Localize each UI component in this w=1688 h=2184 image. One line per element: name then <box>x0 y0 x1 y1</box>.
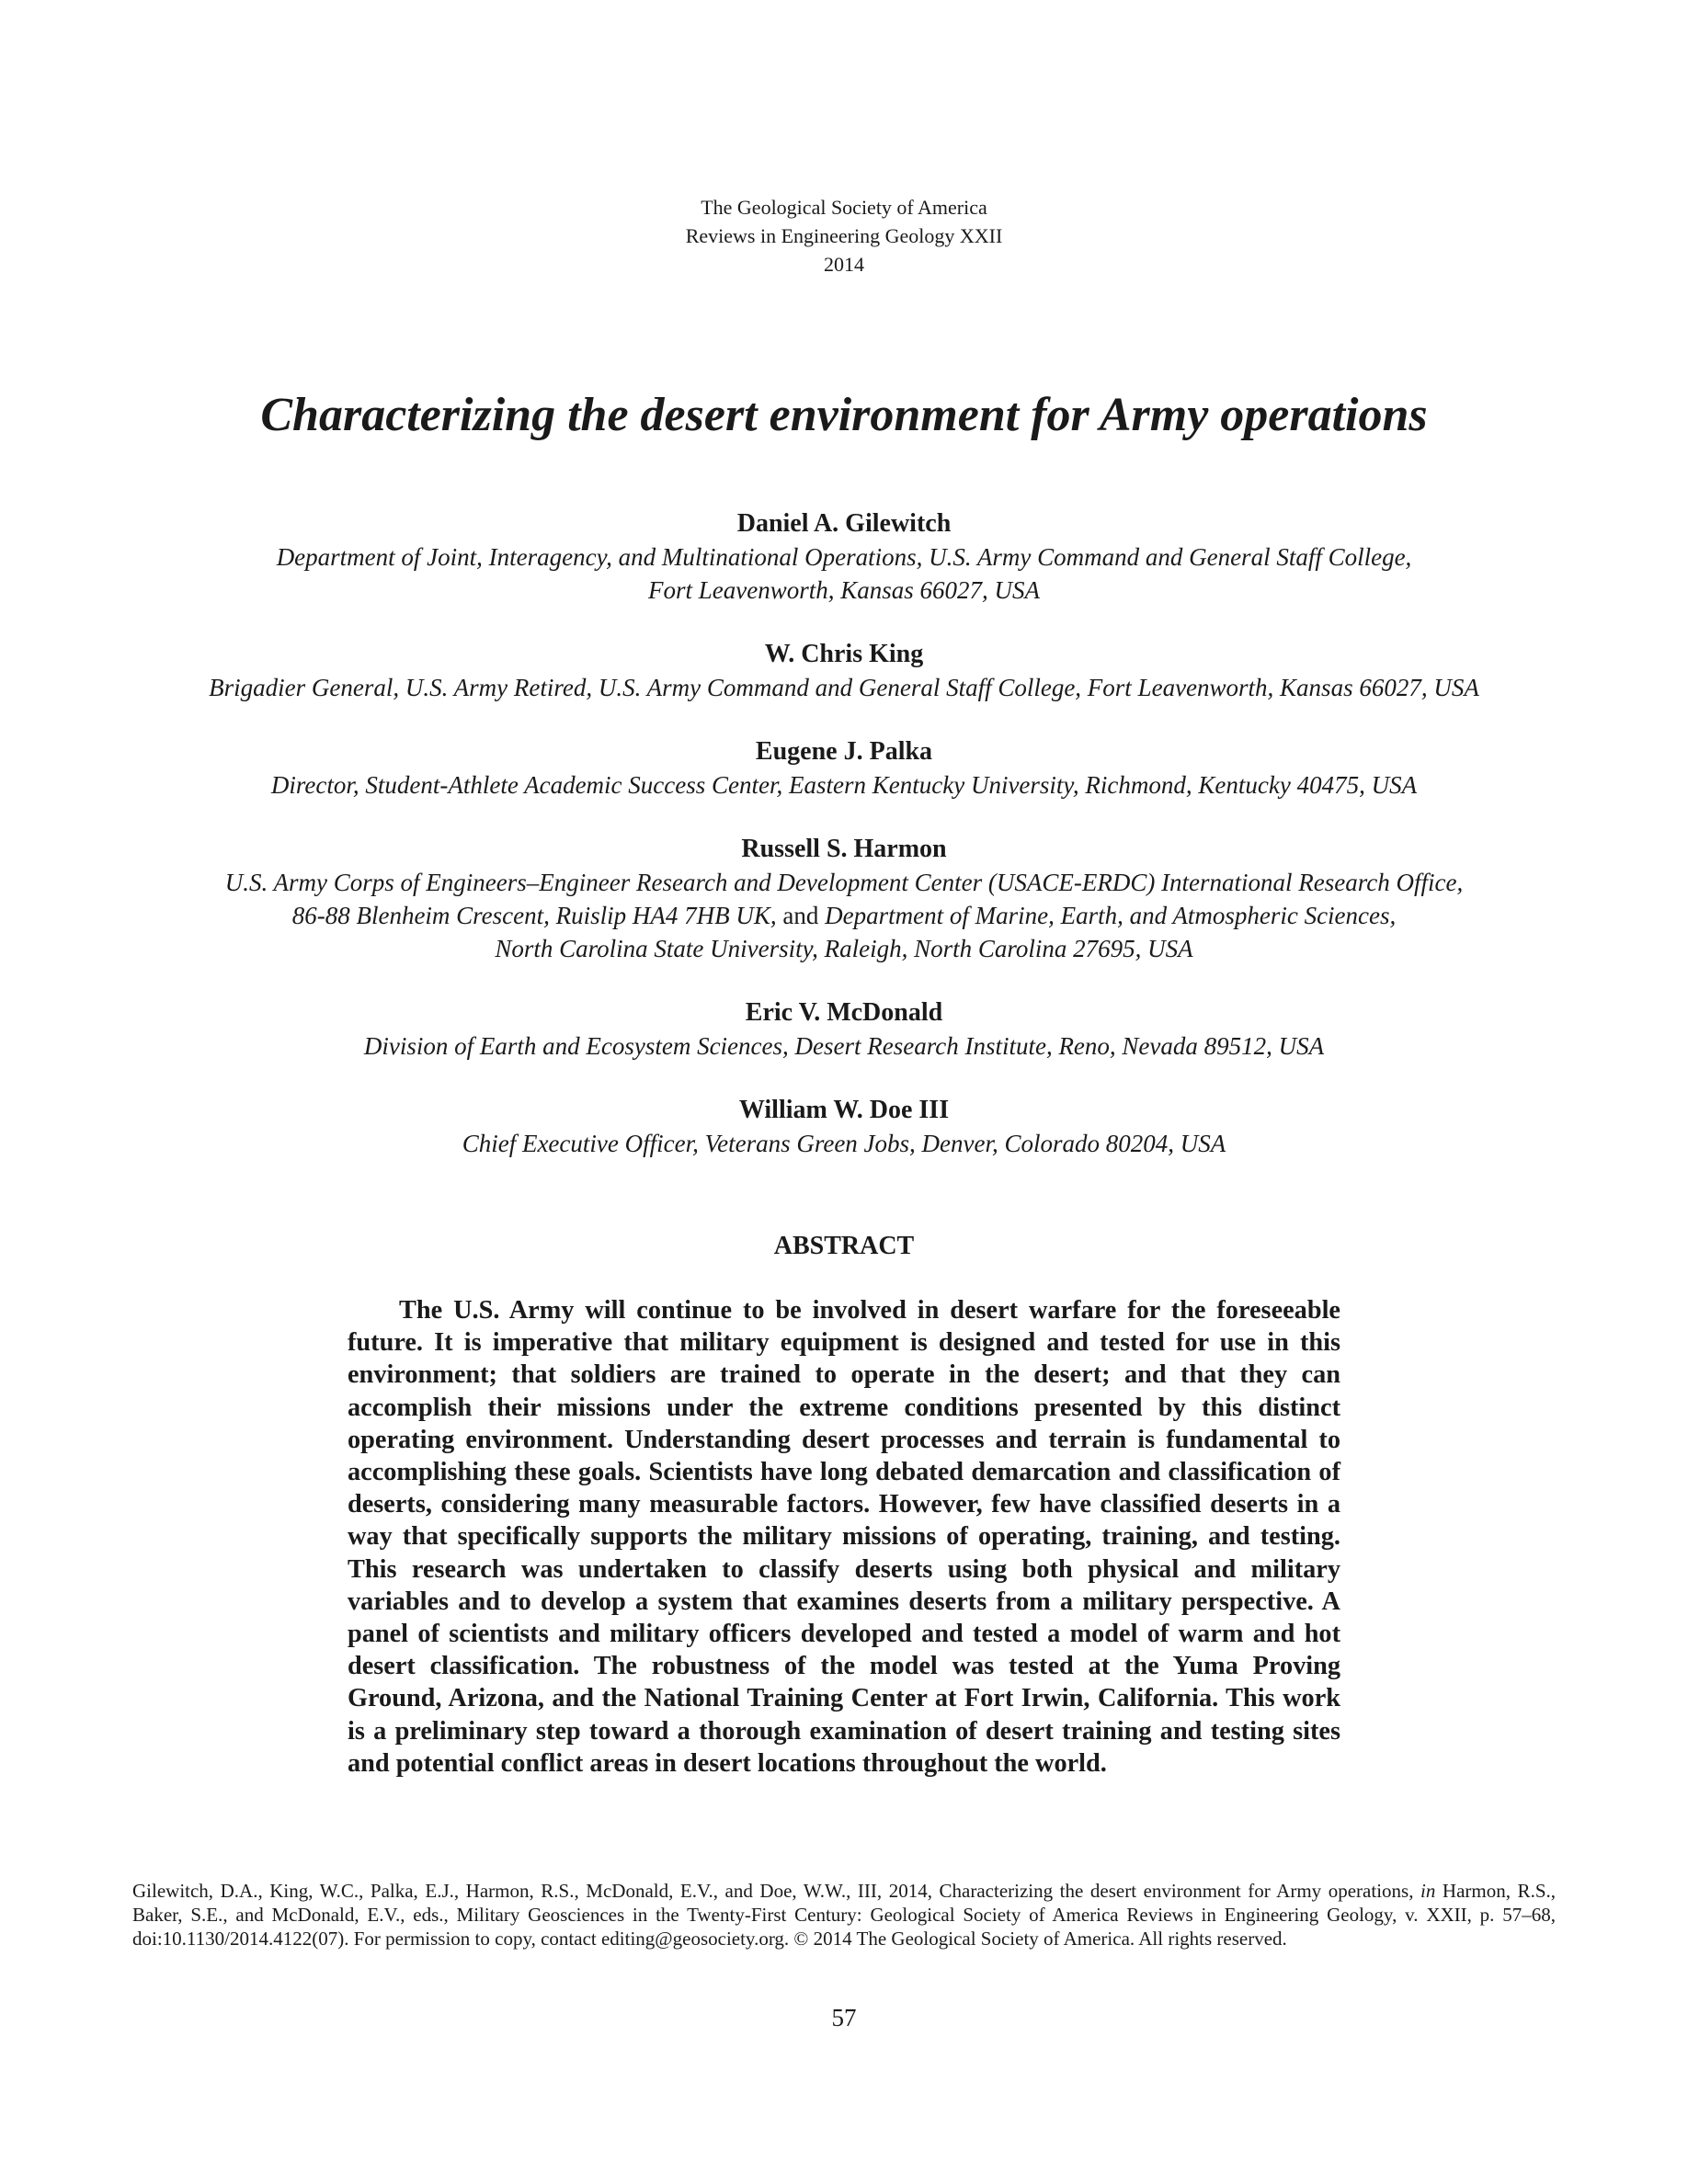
author-block <box>74 735 1614 802</box>
author-name: Eugene J. Palka <box>755 737 933 766</box>
author-affiliation: Fort Leavenworth, Kansas 66027, USA <box>647 576 1040 604</box>
author-affiliation: Brigadier General, U.S. Army Retired, U.S. Army Command and General Staff College, Fort Leavenworth, Kansas 66027, USA <box>209 674 1479 701</box>
author-affiliation: Department of Joint, Interagency, and Multinational Operations, U.S. Army Command and General Staff College, <box>276 543 1412 571</box>
author-affiliation: Chief Executive Officer, Veterans Green Jobs, Denver, Colorado 80204, USA <box>462 1130 1226 1157</box>
affiliation-conjunction: and <box>776 902 826 929</box>
author-block <box>74 638 1614 704</box>
publication-year: 2014 <box>824 253 864 276</box>
author-block <box>74 507 1614 607</box>
journal-header <box>0 193 1688 279</box>
page-number: 57 <box>831 2004 857 2031</box>
abstract-text: The U.S. Army will continue to be involved in desert warfare for the foreseeable future. It is imperative that military equipment is designed and tested for use in this environment; that soldiers are trained to operate in the desert; and that they can accomplish their missions under the extreme conditions presented by this distinct operating environment. Understanding desert processes and terrain is fundamental to accomplishing these goals. Scientists have long debated demarcation and classification of deserts, considering many measurable factors. However, few have classified deserts in a way that specifically supports the military missions of operating, training, and testing. This research was undertaken to classify deserts using both physical and military variables and to develop a system that examines deserts from a military perspective. A panel of scientists and military officers developed and tested a model of warm and hot desert classification. The robustness of the model was tested at the Yuma Proving Ground, Arizona, and the National Training Center at Fort Irwin, California. This work is a preliminary step toward a thorough examination of desert training and testing sites and potential conflict areas in desert locations throughout the world. <box>348 1296 1340 1778</box>
citation-text: Gilewitch, D.A., King, W.C., Palka, E.J., Harmon, R.S., McDonald, E.V., and Doe, W.W., III, 2014, Characterizing the desert environment for Army operations, <box>132 1880 1421 1902</box>
author-affiliation: U.S. Army Corps of Engineers–Engineer Research and Development Center (USACE-ERDC) International Research Office, <box>224 869 1464 896</box>
citation-text-continued: Harmon, R.S., Baker, S.E., and McDonald, E.V., eds., Military Geosciences in the Twenty-First Century: Geological Society of America Reviews in Engineering Geology, v. XXII, p. 57–68, doi:10.1130/2014.4122(07). For permission to copy, contact editing@geosociety.org. © 2014 The Geological Society of America. All rights reserved. <box>132 1880 1556 1950</box>
author-list <box>74 507 1614 1191</box>
society-name: The Geological Society of America <box>701 196 987 219</box>
paper-title: Characterizing the desert environment for Army operations <box>260 389 1428 441</box>
author-affiliation: Director, Student-Athlete Academic Success Center, Eastern Kentucky University, Richmond, Kentucky 40475, USA <box>270 771 1418 799</box>
author-block <box>74 1094 1614 1160</box>
author-name: Eric V. McDonald <box>745 998 943 1027</box>
author-block <box>74 996 1614 1063</box>
citation-in: in <box>1420 1880 1436 1902</box>
abstract-heading: ABSTRACT <box>773 1232 915 1260</box>
author-name: William W. Doe III <box>738 1096 950 1124</box>
affiliation-department: Department of Marine, Earth, and Atmospheric Sciences, <box>825 902 1397 929</box>
author-name: Russell S. Harmon <box>741 835 947 863</box>
series-name: Reviews in Engineering Geology XXII <box>685 224 1003 247</box>
author-name: Daniel A. Gilewitch <box>736 509 952 538</box>
author-affiliation <box>74 899 1614 932</box>
author-name: W. Chris King <box>764 640 924 668</box>
author-affiliation: Division of Earth and Ecosystem Sciences, Desert Research Institute, Reno, Nevada 89512, USA <box>363 1032 1325 1060</box>
author-affiliation: North Carolina State University, Raleigh, North Carolina 27695, USA <box>495 935 1193 962</box>
author-block <box>74 833 1614 965</box>
citation-footnote <box>132 1879 1556 1951</box>
affiliation-address: 86-88 Blenheim Crescent, Ruislip HA4 7HB UK, <box>291 902 777 929</box>
